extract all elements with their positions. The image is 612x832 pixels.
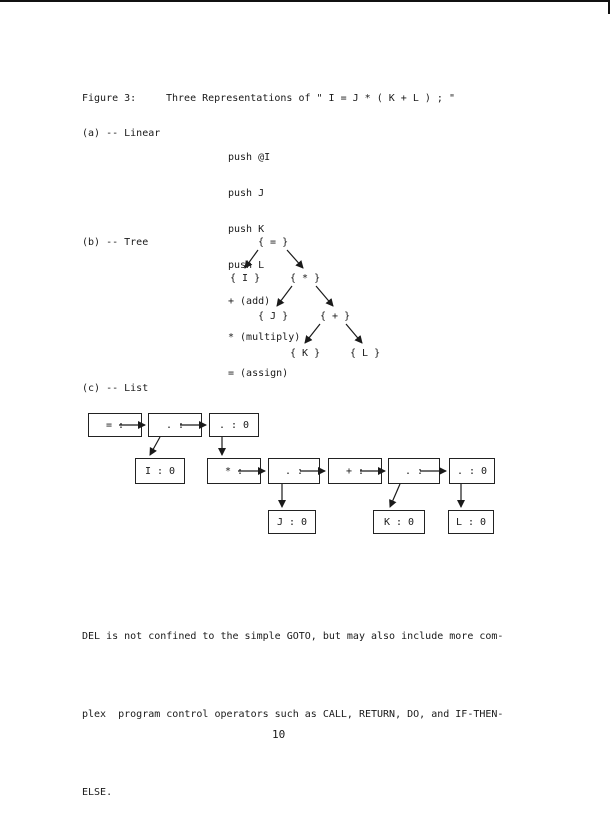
body-line: ELSE. [82,787,113,798]
body-line: plex program control operators such as CALL, RETURN, DO, and IF-THEN- [82,709,504,720]
tree-edge-plus-k [305,324,320,343]
linear-heading: (a) -- Linear [82,128,161,139]
tree-node-j: { J } [258,311,289,322]
tree-edge-assign-mult [287,250,303,268]
list-cell-multiply: * : [207,458,261,484]
linear-line: push K [228,224,265,235]
linear-line: push L [228,260,265,271]
list-cell-plus: + : [328,458,382,484]
tree-edge-assign-i [245,250,258,268]
list-cell-7: . : [388,458,440,484]
figure-label: Figure 3: [82,93,137,104]
list-cell-l: L : 0 [448,510,494,534]
list-cell-i: I : 0 [135,458,185,484]
list-cell-k: K : 0 [373,510,425,534]
tree-edge-plus-l [346,324,362,343]
tree-node-multiply: { * } [290,273,321,284]
linear-line: push J [228,188,265,199]
list-cell-3: . : 0 [209,413,259,437]
list-link-7-k [390,484,400,507]
tree-node-k: { K } [290,348,321,359]
tree-node-i: { I } [230,273,261,284]
list-cell-8: . : 0 [449,458,495,484]
linear-line: push @I [228,152,271,163]
tree-node-plus: { + } [320,311,351,322]
list-cell-2: . : [148,413,202,437]
page-number: 10 [272,728,286,741]
list-cell-5: . : [268,458,320,484]
tree-edge-mult-plus [316,286,333,306]
tree-node-assign: { = } [258,237,289,248]
tree-node-l: { L } [350,348,381,359]
list-heading: (c) -- List [82,383,149,394]
list-link-2-i [150,437,160,455]
linear-line: * (multiply) [228,332,301,343]
list-cell-assign: = : [88,413,142,437]
body-line: DEL is not confined to the simple GOTO, but may also include more com- [82,631,504,642]
linear-line: = (assign) [228,368,289,379]
tree-heading: (b) -- Tree [82,237,149,248]
body-paragraph [82,572,502,832]
list-cell-j: J : 0 [268,510,316,534]
linear-line: + (add) [228,296,271,307]
figure-caption: Three Representations of " I = J * ( K + L ) ; " [166,93,455,104]
tree-edge-mult-j [277,286,292,306]
